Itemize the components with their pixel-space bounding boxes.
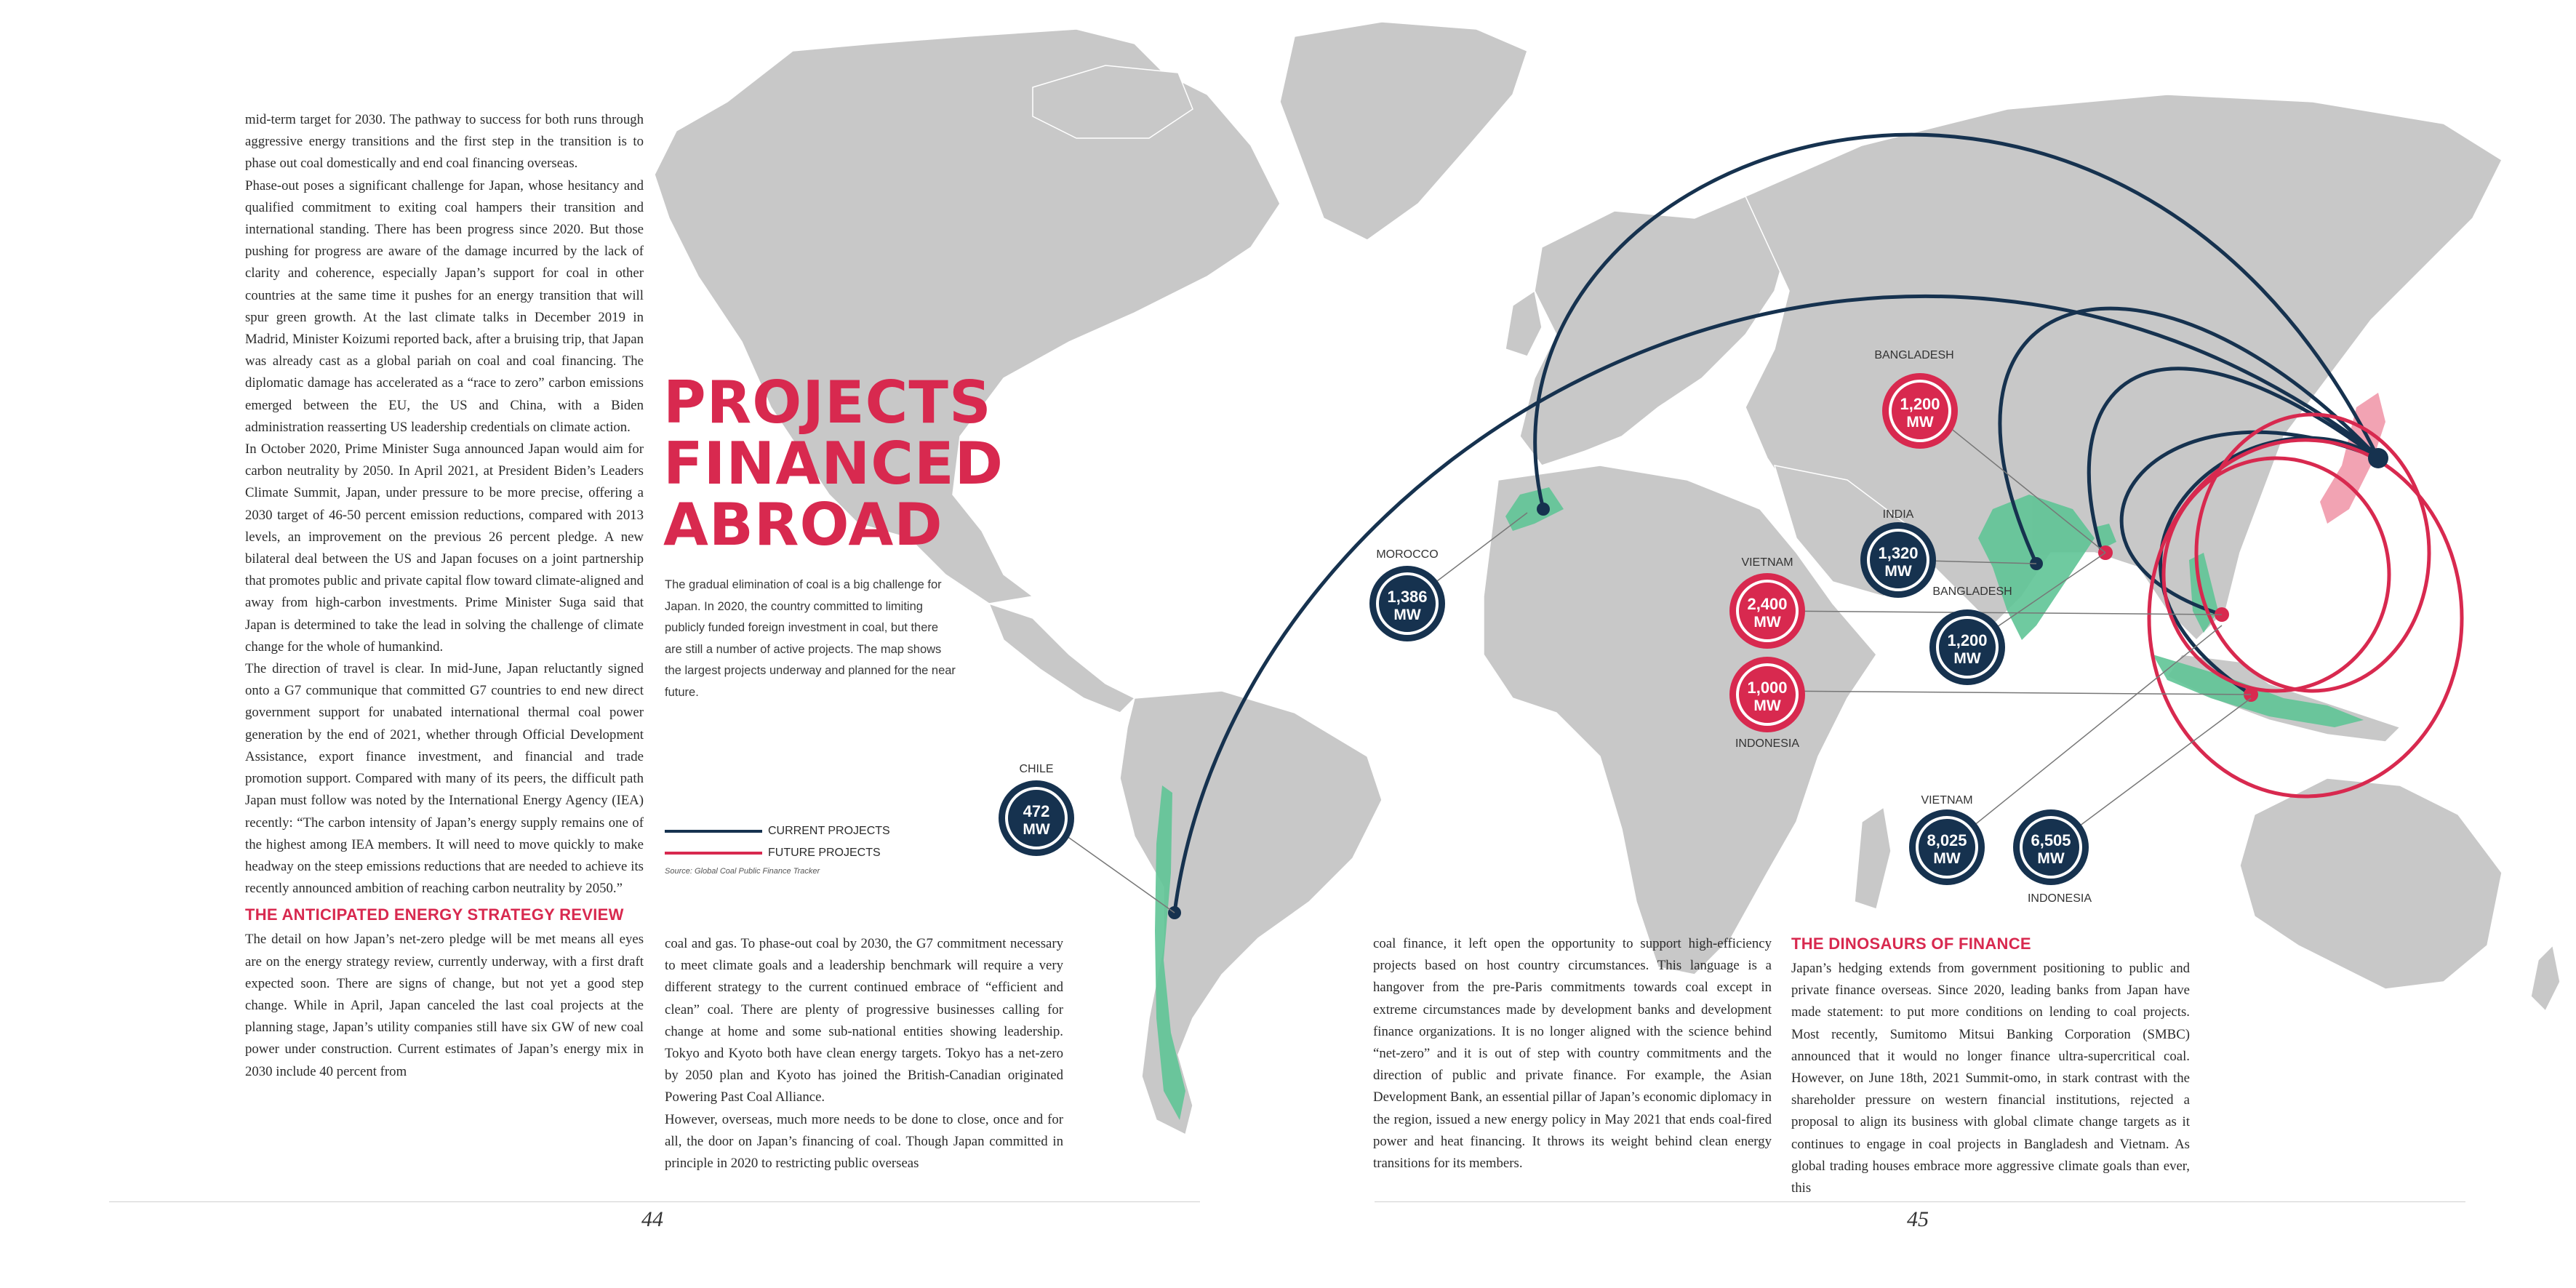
land-new-zealand xyxy=(2531,945,2560,1011)
feature-intro: The gradual elimination of coal is a big challenge for Japan. In 2020, the country committed to limiting publicly funded foreign investment in coal, but there are still a number of active projects. The map shows the largest projects underway and planned for the near future. xyxy=(665,578,956,699)
section-heading-dinosaurs: THE DINOSAURS OF FINANCE xyxy=(1791,935,2031,953)
badge-unit: MW xyxy=(1933,850,1961,867)
badge-country-label: INDIA xyxy=(1882,508,1914,521)
badge-value: 2,400 xyxy=(1747,595,1788,613)
badge-country-label: INDONESIA xyxy=(2027,892,2092,905)
badge-country-label: BANGLADESH xyxy=(1874,349,1954,361)
right2-para-1: Japan’s hedging extends from government positioning to public and private finance overseas. Since 2020, leading banks from Japan have made statement: to put more conditions on lending to coal projects. Most recently, Sumitomo Mitsui Banking Corporation (SMBC) announced that it would no longer finance ultra-supercritical coal. However, on June 18th, 2021 Summit-omo, in stark contrast with the shareholder pressure on western financial institutions, rejected a proposal to align its business with global climate change targets as it continues to engage in coal projects in Bangladesh and Vietnam. As global trading houses embrace more aggressive climate goals than ever, this xyxy=(1791,961,2190,1196)
badge-value: 6,505 xyxy=(2031,831,2071,849)
badge-country-label: VIETNAM xyxy=(1921,794,1973,807)
legend-current-label: CURRENT PROJECTS xyxy=(768,825,890,837)
section-heading-energy-strategy: THE ANTICIPATED ENERGY STRATEGY REVIEW xyxy=(245,905,624,924)
legend-future-label: FUTURE PROJECTS xyxy=(768,847,881,859)
badge-value: 1,200 xyxy=(1947,631,1988,649)
land-greenland xyxy=(1280,22,1527,240)
page-number-left: 44 xyxy=(641,1207,663,1231)
mid-para-1: coal and gas. To phase-out coal by 2030, the G7 commitment necessary to meet climate goals and a leadership benchmark will require a very different strategy to the current continued embrace of “efficient and clean” coal. There are plenty of progressive businesses calling for change at home and some sub-national entities showing leadership. Tokyo and Kyoto both have clean energy targets. Tokyo has a net-zero by 2050 plan and Kyoto has joined the British-Canadian originated Powering Past Coal Alliance. xyxy=(665,936,1063,1105)
map-legend xyxy=(665,820,890,876)
project-badge-chile-current xyxy=(999,763,1074,856)
feature-title-line-3: ABROAD xyxy=(663,491,943,559)
badge-unit: MW xyxy=(2037,850,2065,867)
badge-unit: MW xyxy=(1393,607,1421,623)
legend-source: Source: Global Coal Public Finance Tracker xyxy=(665,867,820,876)
left-para-1: mid-term target for 2030. The pathway to success for both runs through aggressive energy transitions and the first step in the transition is to phase out coal domestically and end coal financing overseas. xyxy=(245,112,644,172)
left-para-5: The detail on how Japan’s net-zero pledge will be met means all eyes are on the energy strategy review, currently underway, with a first draft expected soon. There are signs of change, but not yet a good step change. While in April, Japan canceled the last coal projects at the planning stage, Japan’s utility companies still have six GW of new coal power under construction. Current estimates of Japan’s energy mix in 2030 include 40 percent from xyxy=(245,932,644,1079)
land-central-america xyxy=(989,604,1135,713)
right1-para-1: coal finance, it left open the opportunity to support high-efficiency projects based on host country circumstances. This language is a hangover from the pre-Paris commitments towards coal except in extreme circumstances made by development banks and development finance organizations. It is no longer aligned with the science behind “net-zero” and it is out of step with country commitments and the direction of public and private finance. For example, the Asian Development Bank, an essential pillar of Japan’s economic diplomacy in the region, issued a new energy policy in May 2021 that ends coal-fired power and heat financing. It throws its weight behind clean energy transitions for its members. xyxy=(1373,936,1772,1172)
badge-country-label: INDONESIA xyxy=(1735,737,1800,750)
feature-title-line-2: FINANCED xyxy=(663,430,1004,497)
badge-value: 472 xyxy=(1023,802,1050,820)
badge-unit: MW xyxy=(1906,414,1934,431)
badge-country-label: CHILE xyxy=(1019,763,1054,775)
project-badge-vietnam-current xyxy=(1909,794,1985,885)
badge-value: 1,386 xyxy=(1387,588,1428,606)
badge-unit: MW xyxy=(1953,650,1981,667)
project-badge-morocco-current xyxy=(1369,548,1445,641)
badge-value: 1,200 xyxy=(1900,395,1940,413)
footer-rule-right xyxy=(1375,1201,2465,1202)
left-para-2: Phase-out poses a significant challenge for Japan, whose hesitancy and qualified commitment to exiting coal hampers their transition and international standing. There has been progress since 2020. But those pushing for progress are aware of the damage incurred by the lack of clarity and coherence, especially Japan’s support for coal in other countries at the same time it pushes for an energy transition that will spur green growth. At the last climate talks in December 2019 in Madrid, Minister Koizumi reported back, after a bruising trip, that Japan was already cast as a global pariah on coal and coal financing. The diplomatic damage has accelerated as a “race to zero” carbon emissions emerged between the EU, the US and China, with a Biden administration reasserting US leadership credentials on climate action. xyxy=(245,177,644,435)
feature-title-line-1: PROJECTS xyxy=(663,369,992,436)
legend-current-swatch xyxy=(665,830,762,833)
footer-rule-left xyxy=(109,1201,1200,1202)
badge-country-label: MOROCCO xyxy=(1376,548,1439,561)
mid-para-2: However, overseas, much more needs to be done to close, once and for all, the door on Japan’s financing of coal. Though Japan committed in principle in 2020 to restricting public overseas xyxy=(665,1111,1063,1172)
badge-value: 1,320 xyxy=(1878,544,1919,562)
badge-value: 1,000 xyxy=(1747,679,1788,697)
page-number-right: 45 xyxy=(1907,1207,1929,1231)
left-para-3: In October 2020, Prime Minister Suga announced Japan would aim for carbon neutrality by 2050. In April 2021, at President Biden’s Leaders Climate Summit, Japan, under pressure to be more precise, offering a 2030 target of 46-50 percent emission reductions, compared with 2013 levels, an improvement on the previous 26 percent pledge. A new bilateral deal between the US and Japan focuses on a joint partnership that promotes public and private capital flow toward climate-aligned and away from high-carbon investments. Prime Minister Suga said that Japan is determined to take the lead in solving the challenge of climate change for the whole of humankind. xyxy=(245,441,644,655)
badge-value: 8,025 xyxy=(1927,831,1967,849)
right-column-1 xyxy=(1373,933,1772,1175)
dot-morocco xyxy=(1537,503,1550,516)
land-madagascar xyxy=(1855,807,1891,909)
badge-unit: MW xyxy=(1023,821,1050,838)
badge-country-label: VIETNAM xyxy=(1741,556,1793,569)
land-australia xyxy=(2240,778,2502,989)
middle-column xyxy=(665,933,1063,1175)
badge-unit: MW xyxy=(1884,563,1912,580)
badge-unit: MW xyxy=(1753,614,1781,631)
left-para-4: The direction of travel is clear. In mid-June, Japan reluctantly signed onto a G7 communique that committed G7 countries to end new direct government support for unabated international thermal coal power generation by the end of 2021, whether through Official Development Assistance, export finance investment, and financial and trade promotion support. Compared with many of its peers, the difficult path Japan must follow was noted by the International Energy Agency (IEA) recently: “The carbon intensity of Japan’s energy supply remains one of the highest among IEA members. It will need to move quickly to make headway on the steep emissions reductions that are needed to achieve its recently announced ambition of reaching carbon neutrality by 2050.” xyxy=(245,661,644,897)
land-uk xyxy=(1505,291,1542,356)
badge-country-label: BANGLADESH xyxy=(1932,585,2012,598)
feature-title xyxy=(663,369,1004,559)
left-column xyxy=(245,109,644,1083)
right-column-2 xyxy=(1791,929,2190,1199)
origin-japan-dot xyxy=(2368,448,2388,468)
legend-future-swatch xyxy=(665,852,762,855)
project-badge-indonesia-current xyxy=(2013,809,2092,905)
badge-unit: MW xyxy=(1753,697,1781,714)
